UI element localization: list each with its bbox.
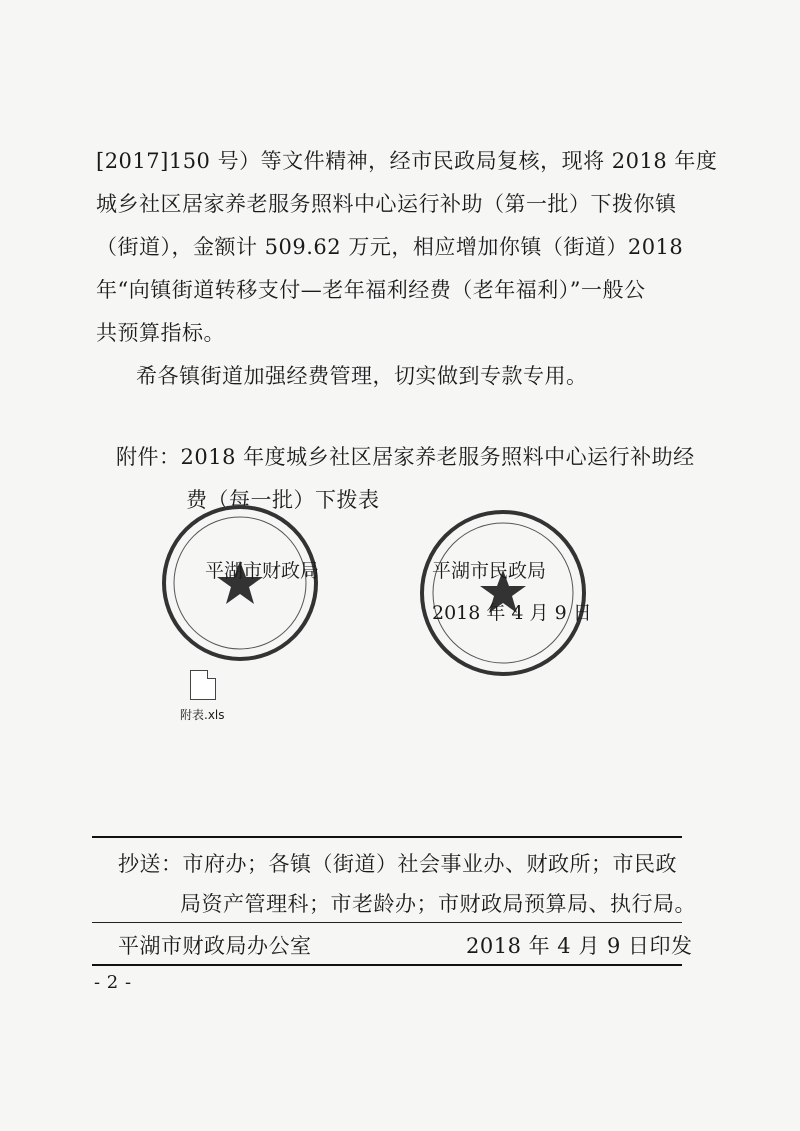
signature-org-1: 平湖市财政局 [205, 560, 320, 582]
finance-bureau-seal [162, 505, 318, 661]
attachment-file-label[interactable]: 附表.xls [180, 708, 225, 722]
civil-affairs-bureau-seal [420, 510, 586, 676]
divider-middle [92, 922, 682, 923]
divider-bottom [92, 964, 682, 966]
body-line-3: （街道），金额计 509.62 万元，相应增加你镇（街道）2018 [96, 235, 684, 259]
body-line-5: 共预算指标。 [96, 321, 225, 345]
signature-org-2: 平湖市民政局 [432, 560, 547, 582]
footer-issue-date: 2018 年 4 月 9 日印发 [466, 934, 693, 958]
excel-file-icon[interactable] [190, 670, 216, 700]
signature-date: 2018 年 4 月 9 日 [432, 602, 592, 624]
distribution-line-1: 抄送：市府办；各镇（街道）社会事业办、财政所；市民政 [118, 852, 677, 876]
attachment-line-2: 费（每一批）下拨表 [186, 488, 380, 512]
body-paragraph-2: 希各镇街道加强经费管理，切实做到专款专用。 [136, 364, 588, 388]
seal-star-icon [166, 509, 314, 657]
body-line-1: [2017]150 号）等文件精神，经市民政局复核，现将 2018 年度 [96, 149, 718, 173]
divider-top [92, 836, 682, 838]
seal-star-icon [424, 514, 582, 672]
page-number: - 2 - [94, 972, 132, 993]
attachment-line-1: 附件：2018 年度城乡社区居家养老服务照料中心运行补助经 [116, 445, 695, 469]
body-line-2: 城乡社区居家养老服务照料中心运行补助（第一批）下拨你镇 [96, 192, 677, 216]
distribution-line-2: 局资产管理科；市老龄办；市财政局预算局、执行局。 [180, 892, 696, 916]
body-line-4: 年“向镇街道转移支付—老年福利经费（老年福利）”一般公 [96, 278, 646, 302]
footer-issuer: 平湖市财政局办公室 [118, 934, 312, 958]
